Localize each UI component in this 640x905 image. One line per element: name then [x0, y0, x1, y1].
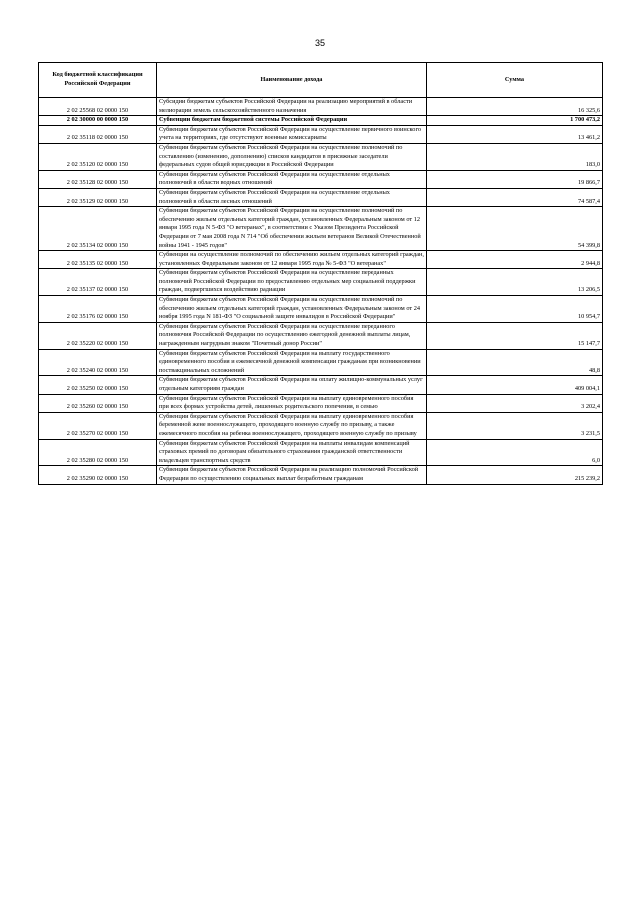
table-header-row — [39, 63, 603, 98]
cell-name: Субвенции на осуществление полномочий по обеспечению жильем отдельных категорий граждан, установленных Федеральным законом от 12 января 1995 года № 5-ФЗ "О ветеранах" — [157, 251, 427, 269]
header-sum: Сумма — [427, 63, 603, 98]
table-row — [39, 251, 603, 269]
table-row — [39, 125, 603, 143]
cell-sum: 54 399,8 — [427, 207, 603, 251]
cell-sum: 13 461,2 — [427, 125, 603, 143]
table-row — [39, 439, 603, 466]
cell-sum: 1 700 473,2 — [427, 116, 603, 126]
cell-name: Субвенции бюджетам субъектов Российской Федерации на оплату жилищно-коммунальных услуг отдельным категориям граждан — [157, 376, 427, 394]
cell-sum: 3 202,4 — [427, 394, 603, 412]
cell-code: 2 02 25568 02 0000 150 — [39, 98, 157, 116]
table-row — [39, 116, 603, 126]
table-row — [39, 349, 603, 376]
header-code: Код бюджетной классификации Российской Федерации — [39, 63, 157, 98]
cell-name: Субвенции бюджетам субъектов Российской Федерации на осуществление полномочий по составлению (изменению, дополнению) списков кандидатов в присяжные заседатели федеральных судов общей юрисдикции в Российской Федерации — [157, 143, 427, 170]
cell-code: 2 02 35137 02 0000 150 — [39, 269, 157, 296]
cell-name: Субвенции бюджетам субъектов Российской Федерации на выплату единовременного пособия беременной жене военнослужащего, проходящего военную службу по призыву, а также ежемесячного пособия на ребенка военнослужащего, проходящего военную службу по призыву — [157, 412, 427, 439]
table-row — [39, 412, 603, 439]
cell-name: Субвенции бюджетам субъектов Российской Федерации на осуществление полномочий по обеспечению жильем отдельных категорий граждан, установленных Федеральным законом от 24 ноября 1995 года N 181-ФЗ "О социальной защите инвалидов в Российской Федерации" — [157, 296, 427, 323]
table-row — [39, 207, 603, 251]
cell-code: 2 02 35250 02 0000 150 — [39, 376, 157, 394]
cell-code: 2 02 35134 02 0000 150 — [39, 207, 157, 251]
cell-sum: 13 206,5 — [427, 269, 603, 296]
cell-sum: 10 954,7 — [427, 296, 603, 323]
table-row — [39, 466, 603, 484]
table-row — [39, 188, 603, 206]
cell-sum: 183,0 — [427, 143, 603, 170]
cell-name: Субвенции бюджетам субъектов Российской Федерации на осуществление отдельных полномочий в области водных отношений — [157, 170, 427, 188]
table-row — [39, 143, 603, 170]
table-row — [39, 98, 603, 116]
table-row — [39, 376, 603, 394]
cell-code: 2 02 30000 00 0000 150 — [39, 116, 157, 126]
cell-sum: 19 866,7 — [427, 170, 603, 188]
cell-code: 2 02 35176 02 0000 150 — [39, 296, 157, 323]
revenue-table — [38, 62, 603, 485]
table-row — [39, 170, 603, 188]
cell-name: Субвенции бюджетам субъектов Российской Федерации на осуществление переданных полномочий Российской Федерации по предоставлению отдельных мер социальной поддержки граждан, подвергшихся воздействию радиации — [157, 269, 427, 296]
cell-code: 2 02 35280 02 0000 150 — [39, 439, 157, 466]
cell-name: Субвенции бюджетам субъектов Российской Федерации на выплаты инвалидам компенсаций страховых премий по договорам обязательного страхования гражданской ответственности владельцев транспортных средств — [157, 439, 427, 466]
cell-sum: 2 944,8 — [427, 251, 603, 269]
table-row — [39, 322, 603, 349]
cell-name: Субвенции бюджетам субъектов Российской Федерации на осуществление отдельных полномочий в области лесных отношений — [157, 188, 427, 206]
cell-name: Субвенции бюджетам субъектов Российской Федерации на выплату единовременного пособия при всех формах устройства детей, лишенных родительского попечения, в семью — [157, 394, 427, 412]
cell-sum: 15 147,7 — [427, 322, 603, 349]
cell-code: 2 02 35135 02 0000 150 — [39, 251, 157, 269]
table-row — [39, 269, 603, 296]
cell-code: 2 02 35270 02 0000 150 — [39, 412, 157, 439]
cell-sum: 48,8 — [427, 349, 603, 376]
cell-code: 2 02 35290 02 0000 150 — [39, 466, 157, 484]
cell-sum: 74 587,4 — [427, 188, 603, 206]
cell-sum: 215 239,2 — [427, 466, 603, 484]
cell-code: 2 02 35120 02 0000 150 — [39, 143, 157, 170]
cell-sum: 3 231,5 — [427, 412, 603, 439]
cell-code: 2 02 35128 02 0000 150 — [39, 170, 157, 188]
cell-name: Субвенции бюджетам субъектов Российской Федерации на осуществление полномочий по обеспечению жильем отдельных категорий граждан, установленных Федеральным законом от 12 января 1995 года N 5-ФЗ "О ветеранах", в соответствии с Указом Президента Российской Федерации от 7 мая 2008 года N 714 "Об обеспечении жильем ветеранов Великой Отечественной войны 1941 - 1945 годов" — [157, 207, 427, 251]
cell-name: Субвенции бюджетам субъектов Российской Федерации на реализацию полномочий Российской Федерации по осуществлению социальных выплат безработным гражданам — [157, 466, 427, 484]
table-row — [39, 296, 603, 323]
cell-code: 2 02 35129 02 0000 150 — [39, 188, 157, 206]
table-body — [39, 98, 603, 485]
header-name: Наименование дохода — [157, 63, 427, 98]
table-row — [39, 394, 603, 412]
cell-name: Субвенции бюджетам бюджетной системы Российской Федерации — [157, 116, 427, 126]
cell-sum: 16 325,6 — [427, 98, 603, 116]
cell-code: 2 02 35260 02 0000 150 — [39, 394, 157, 412]
page-number: 35 — [314, 38, 325, 48]
cell-code: 2 02 35118 02 0000 150 — [39, 125, 157, 143]
cell-code: 2 02 35240 02 0000 150 — [39, 349, 157, 376]
cell-name: Субвенции бюджетам субъектов Российской Федерации на осуществление переданного полномочия Российской Федерации по осуществлению ежегодной денежной выплаты лицам, награжденным нагрудным знаком "Почетный донор России" — [157, 322, 427, 349]
cell-code: 2 02 35220 02 0000 150 — [39, 322, 157, 349]
cell-name: Субвенции бюджетам субъектов Российской Федерации на выплату государственного единовременного пособия и ежемесячной денежной компенсации гражданам при возникновении поствакцинальных осложнений — [157, 349, 427, 376]
cell-name: Субвенции бюджетам субъектов Российской Федерации на осуществление первичного воинского учета на территориях, где отсутствуют военные комиссариаты — [157, 125, 427, 143]
cell-sum: 6,0 — [427, 439, 603, 466]
cell-sum: 409 004,1 — [427, 376, 603, 394]
cell-name: Субсидии бюджетам субъектов Российской Федерации на реализацию мероприятий в области мелиорации земель сельскохозяйственного назначения — [157, 98, 427, 116]
